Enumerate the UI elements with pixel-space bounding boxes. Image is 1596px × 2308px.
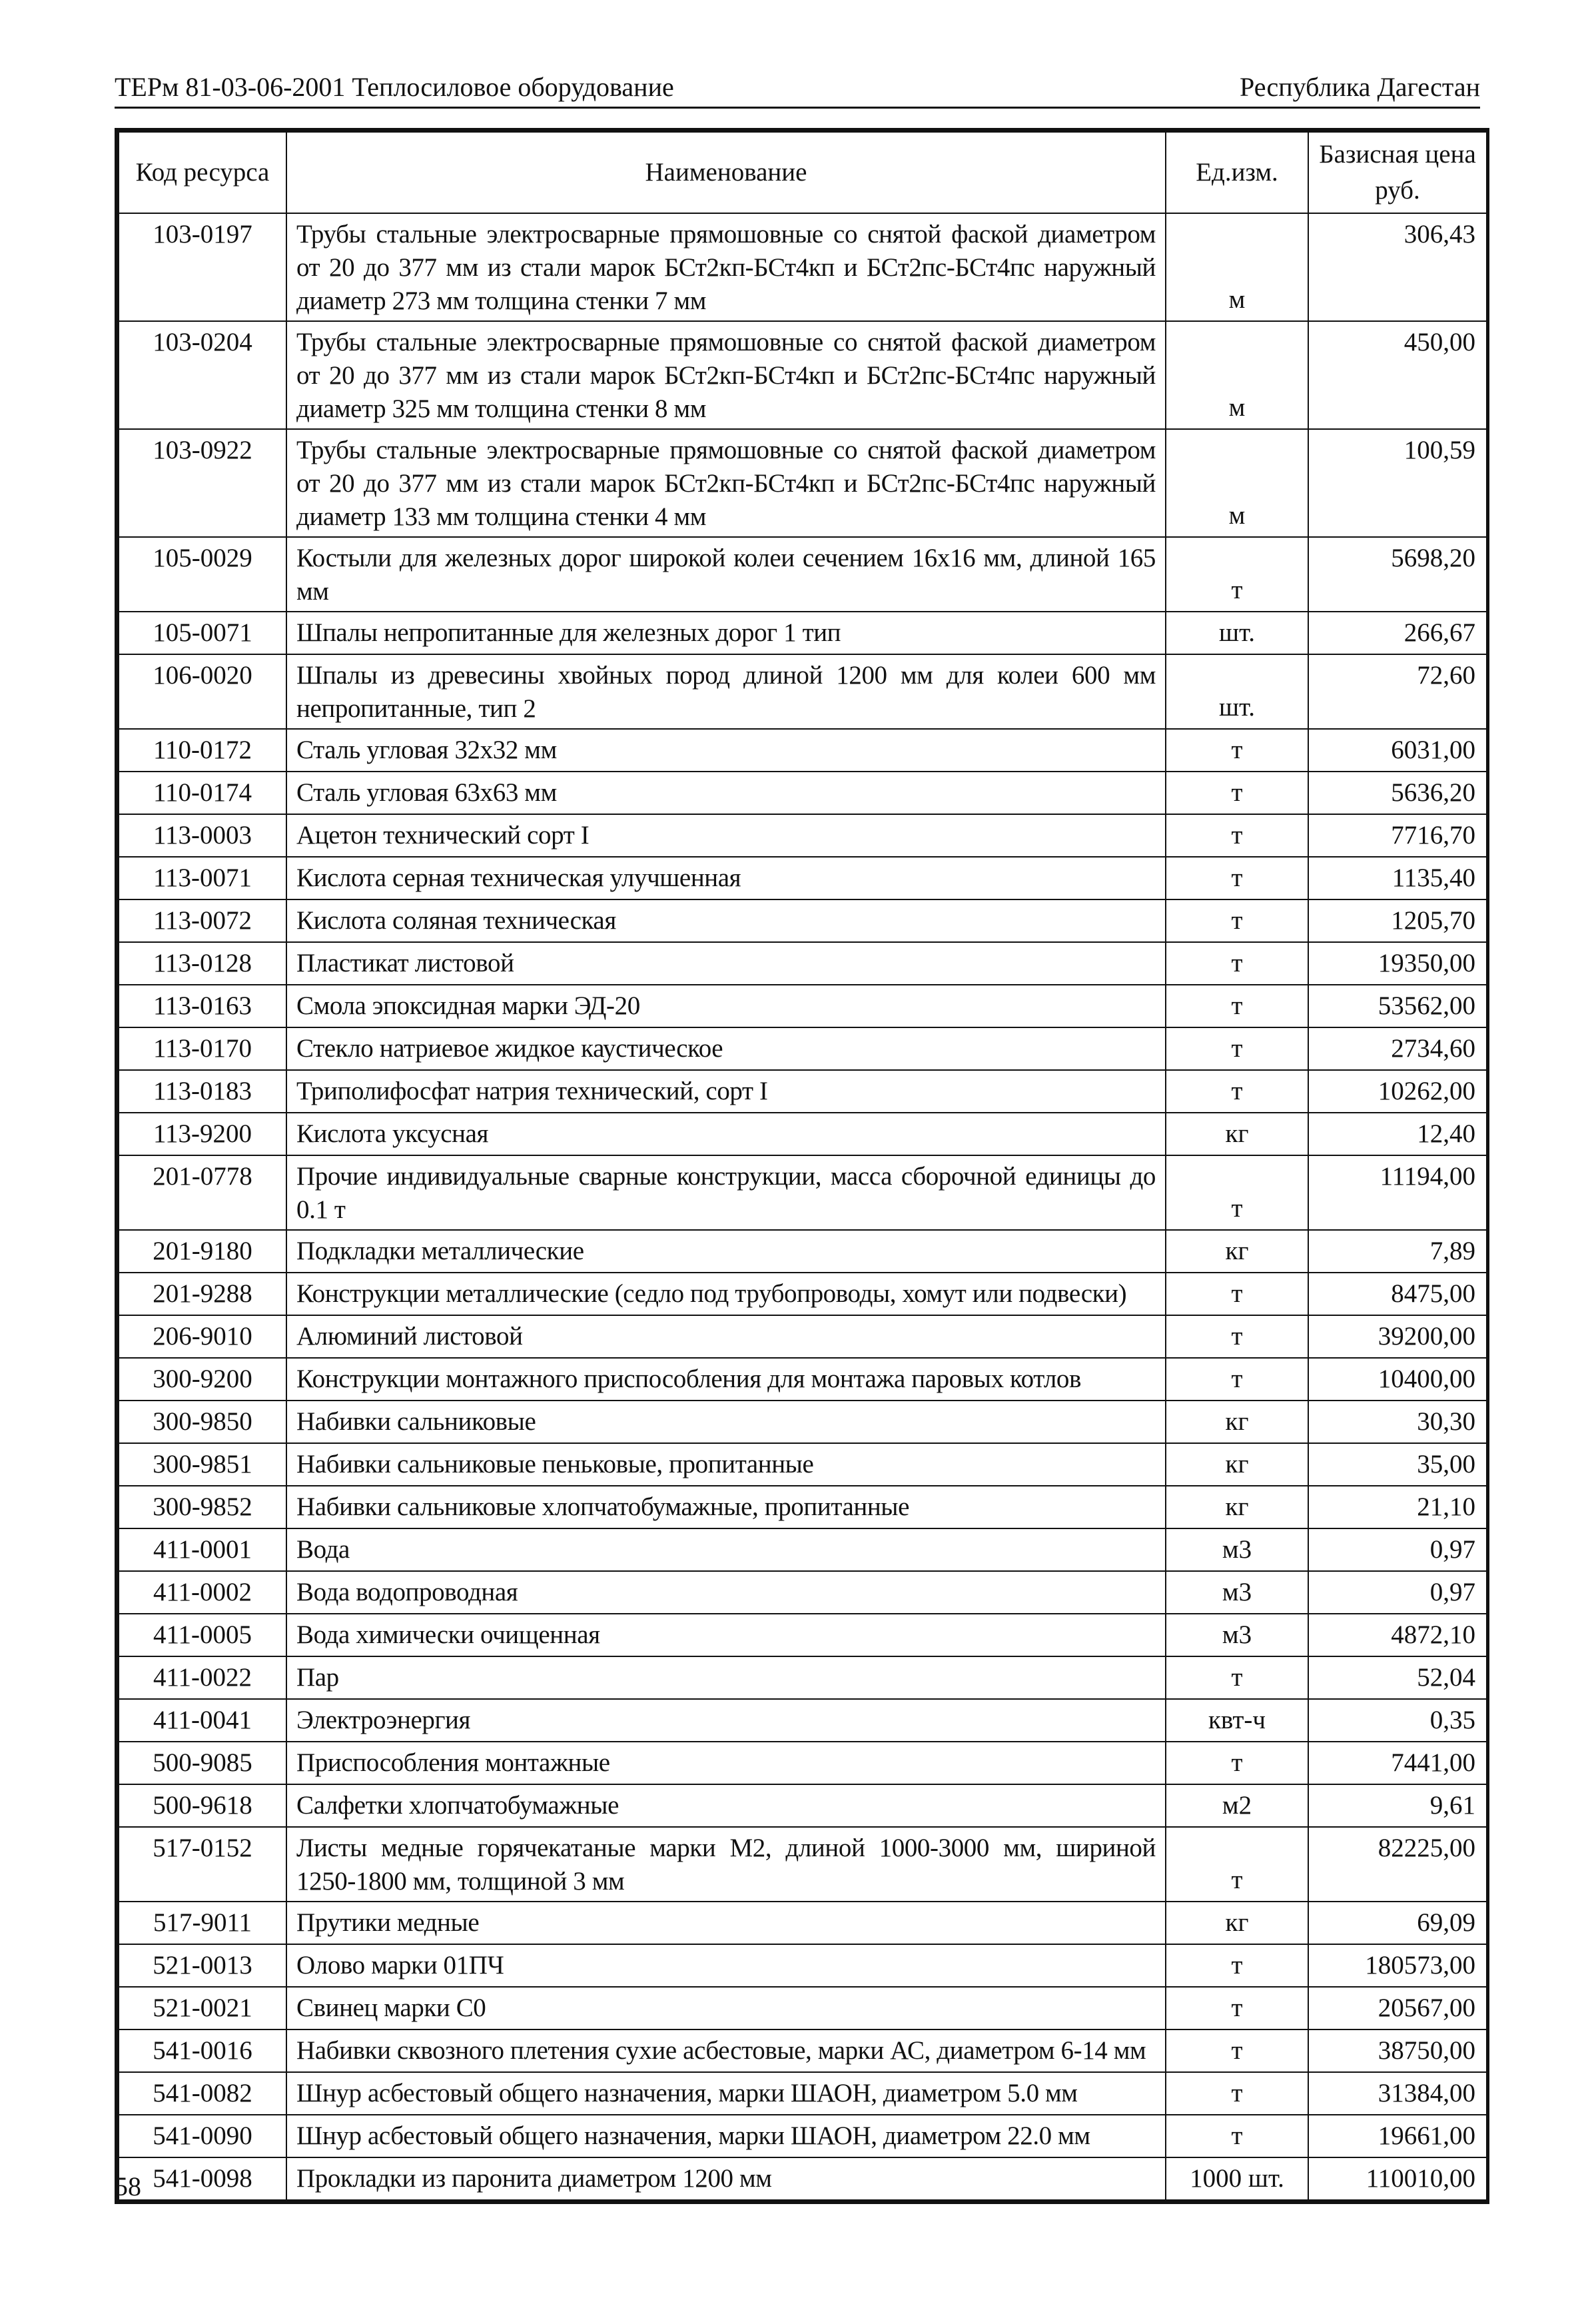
price-cell: 4872,10 — [1308, 1614, 1487, 1656]
table-row — [119, 1699, 1487, 1742]
resource-code-cell: 541-0082 — [119, 2072, 286, 2115]
unit-cell: т — [1166, 2072, 1308, 2115]
unit-cell: т — [1166, 899, 1308, 942]
table-row — [119, 1070, 1487, 1113]
resource-table-wrapper — [115, 128, 1489, 2204]
price-cell: 53562,00 — [1308, 985, 1487, 1027]
unit-cell: т — [1166, 942, 1308, 985]
resource-code-cell: 103-0922 — [119, 429, 286, 537]
resource-code-cell: 113-0163 — [119, 985, 286, 1027]
unit-cell: т — [1166, 1070, 1308, 1113]
price-cell: 6031,00 — [1308, 729, 1487, 772]
price-cell: 20567,00 — [1308, 1987, 1487, 2029]
table-row — [119, 537, 1487, 612]
resource-name-cell: Шпалы непропитанные для железных дорог 1 тип — [286, 612, 1166, 654]
resource-code-cell: 411-0002 — [119, 1571, 286, 1614]
resource-name-cell: Набивки сальниковые пеньковые, пропитанные — [286, 1443, 1166, 1486]
resource-code-cell: 517-0152 — [119, 1827, 286, 1902]
price-cell: 0,97 — [1308, 1528, 1487, 1571]
unit-cell: т — [1166, 1273, 1308, 1315]
unit-cell: кг — [1166, 1902, 1308, 1944]
price-cell: 450,00 — [1308, 321, 1487, 429]
table-row — [119, 2029, 1487, 2072]
resource-name-cell: Шпалы из древесины хвойных пород длиной 1200 мм для колеи 600 мм непропитанные, тип 2 — [286, 654, 1166, 729]
unit-cell: м — [1166, 429, 1308, 537]
resource-name-cell: Набивки сальниковые хлопчатобумажные, пропитанные — [286, 1486, 1166, 1528]
unit-cell: т — [1166, 772, 1308, 814]
resource-name-cell: Приспособления монтажные — [286, 1742, 1166, 1784]
price-cell: 0,97 — [1308, 1571, 1487, 1614]
resource-name-cell: Конструкции металлические (седло под трубопроводы, хомут или подвески) — [286, 1273, 1166, 1315]
resource-name-cell: Стекло натриевое жидкое каустическое — [286, 1027, 1166, 1070]
resource-code-cell: 113-0072 — [119, 899, 286, 942]
table-row — [119, 1656, 1487, 1699]
table-row — [119, 429, 1487, 537]
resource-name-cell: Кислота серная техническая улучшенная — [286, 857, 1166, 899]
unit-cell: м3 — [1166, 1571, 1308, 1614]
price-cell: 38750,00 — [1308, 2029, 1487, 2072]
unit-cell: т — [1166, 729, 1308, 772]
price-cell: 69,09 — [1308, 1902, 1487, 1944]
price-cell: 0,35 — [1308, 1699, 1487, 1742]
resource-name-cell: Электроэнергия — [286, 1699, 1166, 1742]
resource-name-cell: Триполифосфат натрия технический, сорт I — [286, 1070, 1166, 1113]
resource-name-cell: Вода водопроводная — [286, 1571, 1166, 1614]
unit-cell: м3 — [1166, 1614, 1308, 1656]
unit-cell: т — [1166, 537, 1308, 612]
page-number: 58 — [115, 2171, 141, 2201]
unit-cell: кг — [1166, 1486, 1308, 1528]
resource-code-cell: 517-9011 — [119, 1902, 286, 1944]
price-cell: 11194,00 — [1308, 1155, 1487, 1230]
resource-name-cell: Пластикат листовой — [286, 942, 1166, 985]
unit-cell: т — [1166, 1315, 1308, 1358]
resource-code-cell: 521-0021 — [119, 1987, 286, 2029]
table-row — [119, 1113, 1487, 1155]
table-row — [119, 1486, 1487, 1528]
table-row — [119, 2072, 1487, 2115]
table-row — [119, 1944, 1487, 1987]
table-row — [119, 729, 1487, 772]
price-cell: 5698,20 — [1308, 537, 1487, 612]
resource-code-cell: 103-0204 — [119, 321, 286, 429]
resource-name-cell: Шнур асбестовый общего назначения, марки ШАОН, диаметром 22.0 мм — [286, 2115, 1166, 2157]
resource-code-cell: 300-9852 — [119, 1486, 286, 1528]
unit-cell: т — [1166, 985, 1308, 1027]
resource-code-cell: 541-0098 — [119, 2157, 286, 2200]
unit-cell: кг — [1166, 1443, 1308, 1486]
price-cell: 110010,00 — [1308, 2157, 1487, 2200]
resource-code-cell: 411-0005 — [119, 1614, 286, 1656]
document-title: ТЕРм 81-03-06-2001 Теплосиловое оборудование — [115, 72, 674, 102]
price-cell: 30,30 — [1308, 1401, 1487, 1443]
unit-cell: кг — [1166, 1230, 1308, 1273]
unit-cell: т — [1166, 814, 1308, 857]
price-cell: 9,61 — [1308, 1784, 1487, 1827]
resource-code-cell: 300-9851 — [119, 1443, 286, 1486]
price-cell: 8475,00 — [1308, 1273, 1487, 1315]
resource-code-cell: 541-0090 — [119, 2115, 286, 2157]
resource-name-cell: Ацетон технический сорт I — [286, 814, 1166, 857]
unit-cell: т — [1166, 1944, 1308, 1987]
table-row — [119, 1443, 1487, 1486]
table-row — [119, 1315, 1487, 1358]
resource-name-cell: Подкладки металлические — [286, 1230, 1166, 1273]
unit-cell: м — [1166, 321, 1308, 429]
resource-code-cell: 500-9618 — [119, 1784, 286, 1827]
unit-cell: т — [1166, 1827, 1308, 1902]
table-row — [119, 1273, 1487, 1315]
resource-name-cell: Олово марки 01ПЧ — [286, 1944, 1166, 1987]
resource-code-cell: 201-0778 — [119, 1155, 286, 1230]
resource-name-cell: Салфетки хлопчатобумажные — [286, 1784, 1166, 1827]
table-row — [119, 899, 1487, 942]
resource-code-cell: 113-9200 — [119, 1113, 286, 1155]
table-row — [119, 1902, 1487, 1944]
resource-name-cell: Конструкции монтажного приспособления для монтажа паровых котлов — [286, 1358, 1166, 1401]
price-cell: 266,67 — [1308, 612, 1487, 654]
resource-code-cell: 300-9850 — [119, 1401, 286, 1443]
resource-code-cell: 113-0128 — [119, 942, 286, 985]
resource-code-cell: 201-9180 — [119, 1230, 286, 1273]
table-row — [119, 2157, 1487, 2200]
unit-cell: 1000 шт. — [1166, 2157, 1308, 2200]
table-row — [119, 1827, 1487, 1902]
price-cell: 35,00 — [1308, 1443, 1487, 1486]
table-row — [119, 213, 1487, 321]
resource-code-cell: 411-0041 — [119, 1699, 286, 1742]
resource-name-cell: Сталь угловая 63x63 мм — [286, 772, 1166, 814]
unit-cell: т — [1166, 1742, 1308, 1784]
resource-code-cell: 110-0174 — [119, 772, 286, 814]
price-cell: 10400,00 — [1308, 1358, 1487, 1401]
table-row — [119, 2115, 1487, 2157]
resource-code-cell: 113-0071 — [119, 857, 286, 899]
resource-name-cell: Прокладки из паронита диаметром 1200 мм — [286, 2157, 1166, 2200]
unit-cell: т — [1166, 1027, 1308, 1070]
price-cell: 10262,00 — [1308, 1070, 1487, 1113]
unit-cell: кг — [1166, 1401, 1308, 1443]
resource-code-cell: 411-0022 — [119, 1656, 286, 1699]
table-row — [119, 1528, 1487, 1571]
resource-code-cell: 206-9010 — [119, 1315, 286, 1358]
resource-name-cell: Шнур асбестовый общего назначения, марки ШАОН, диаметром 5.0 мм — [286, 2072, 1166, 2115]
resource-code-cell: 105-0029 — [119, 537, 286, 612]
table-header-row — [119, 132, 1487, 213]
unit-cell: т — [1166, 2115, 1308, 2157]
table-row — [119, 1230, 1487, 1273]
resource-code-cell: 411-0001 — [119, 1528, 286, 1571]
price-cell: 52,04 — [1308, 1656, 1487, 1699]
unit-cell: т — [1166, 1155, 1308, 1230]
resource-name-cell: Смола эпоксидная марки ЭД-20 — [286, 985, 1166, 1027]
table-row — [119, 1742, 1487, 1784]
price-cell: 7716,70 — [1308, 814, 1487, 857]
price-cell: 1135,40 — [1308, 857, 1487, 899]
table-row — [119, 985, 1487, 1027]
unit-cell: квт-ч — [1166, 1699, 1308, 1742]
table-row — [119, 1571, 1487, 1614]
column-header-code: Код ресурса — [119, 132, 286, 213]
table-row — [119, 814, 1487, 857]
resource-code-cell: 541-0016 — [119, 2029, 286, 2072]
resource-name-cell: Набивки сквозного плетения сухие асбестовые, марки АС, диаметром 6-14 мм — [286, 2029, 1166, 2072]
resource-name-cell: Прочие индивидуальные сварные конструкции, масса сборочной единицы до 0.1 т — [286, 1155, 1166, 1230]
resource-name-cell: Трубы стальные электросварные прямошовные со снятой фаской диаметром от 20 до 377 мм из стали марок БСт2кп-БСт4кп и БСт2пс-БСт4пс наружный диаметр 325 мм толщина стенки 8 мм — [286, 321, 1166, 429]
price-cell: 21,10 — [1308, 1486, 1487, 1528]
table-row — [119, 1358, 1487, 1401]
table-row — [119, 1027, 1487, 1070]
resource-name-cell: Трубы стальные электросварные прямошовные со снятой фаской диаметром от 20 до 377 мм из стали марок БСт2кп-БСт4кп и БСт2пс-БСт4пс наружный диаметр 273 мм толщина стенки 7 мм — [286, 213, 1166, 321]
resource-price-table — [118, 131, 1487, 2201]
resource-code-cell: 103-0197 — [119, 213, 286, 321]
price-cell: 39200,00 — [1308, 1315, 1487, 1358]
resource-name-cell: Набивки сальниковые — [286, 1401, 1166, 1443]
price-cell: 19661,00 — [1308, 2115, 1487, 2157]
table-row — [119, 321, 1487, 429]
unit-cell: т — [1166, 1358, 1308, 1401]
resource-code-cell: 201-9288 — [119, 1273, 286, 1315]
table-row — [119, 1987, 1487, 2029]
resource-name-cell: Прутики медные — [286, 1902, 1166, 1944]
resource-name-cell: Кислота уксусная — [286, 1113, 1166, 1155]
resource-code-cell: 500-9085 — [119, 1742, 286, 1784]
unit-cell: шт. — [1166, 654, 1308, 729]
page-header — [115, 67, 1480, 109]
unit-cell: кг — [1166, 1113, 1308, 1155]
price-cell: 306,43 — [1308, 213, 1487, 321]
price-cell: 2734,60 — [1308, 1027, 1487, 1070]
table-row — [119, 772, 1487, 814]
table-row — [119, 1401, 1487, 1443]
price-cell: 12,40 — [1308, 1113, 1487, 1155]
table-row — [119, 942, 1487, 985]
table-row — [119, 654, 1487, 729]
resource-name-cell: Кислота соляная техническая — [286, 899, 1166, 942]
table-row — [119, 612, 1487, 654]
unit-cell: т — [1166, 1987, 1308, 2029]
resource-name-cell: Свинец марки С0 — [286, 1987, 1166, 2029]
resource-code-cell: 105-0071 — [119, 612, 286, 654]
unit-cell: м — [1166, 213, 1308, 321]
table-row — [119, 857, 1487, 899]
unit-cell: т — [1166, 857, 1308, 899]
column-header-unit: Ед.изм. — [1166, 132, 1308, 213]
resource-name-cell: Вода — [286, 1528, 1166, 1571]
table-row — [119, 1614, 1487, 1656]
resource-code-cell: 113-0170 — [119, 1027, 286, 1070]
table-row — [119, 1784, 1487, 1827]
table-body — [119, 213, 1487, 2200]
resource-name-cell: Алюминий листовой — [286, 1315, 1166, 1358]
resource-name-cell: Вода химически очищенная — [286, 1614, 1166, 1656]
resource-name-cell: Трубы стальные электросварные прямошовные со снятой фаской диаметром от 20 до 377 мм из стали марок БСт2кп-БСт4кп и БСт2пс-БСт4пс наружный диаметр 133 мм толщина стенки 4 мм — [286, 429, 1166, 537]
resource-name-cell: Листы медные горячекатаные марки М2, длиной 1000-3000 мм, шириной 1250-1800 мм, толщиной 3 мм — [286, 1827, 1166, 1902]
price-cell: 82225,00 — [1308, 1827, 1487, 1902]
region-name: Республика Дагестан — [1240, 72, 1480, 102]
resource-code-cell: 113-0003 — [119, 814, 286, 857]
price-cell: 100,59 — [1308, 429, 1487, 537]
price-cell: 1205,70 — [1308, 899, 1487, 942]
unit-cell: шт. — [1166, 612, 1308, 654]
unit-cell: м2 — [1166, 1784, 1308, 1827]
price-cell: 19350,00 — [1308, 942, 1487, 985]
column-header-name: Наименование — [286, 132, 1166, 213]
resource-code-cell: 113-0183 — [119, 1070, 286, 1113]
table-row — [119, 1155, 1487, 1230]
price-cell: 31384,00 — [1308, 2072, 1487, 2115]
column-header-price: Базисная цена руб. — [1308, 132, 1487, 213]
resource-name-cell: Пар — [286, 1656, 1166, 1699]
resource-name-cell: Костыли для железных дорог широкой колеи сечением 16x16 мм, длиной 165 мм — [286, 537, 1166, 612]
unit-cell: т — [1166, 2029, 1308, 2072]
unit-cell: т — [1166, 1656, 1308, 1699]
resource-code-cell: 110-0172 — [119, 729, 286, 772]
price-cell: 5636,20 — [1308, 772, 1487, 814]
resource-code-cell: 300-9200 — [119, 1358, 286, 1401]
unit-cell: м3 — [1166, 1528, 1308, 1571]
price-cell: 72,60 — [1308, 654, 1487, 729]
resource-name-cell: Сталь угловая 32x32 мм — [286, 729, 1166, 772]
price-cell: 7441,00 — [1308, 1742, 1487, 1784]
price-cell: 180573,00 — [1308, 1944, 1487, 1987]
price-cell: 7,89 — [1308, 1230, 1487, 1273]
resource-code-cell: 106-0020 — [119, 654, 286, 729]
resource-code-cell: 521-0013 — [119, 1944, 286, 1987]
